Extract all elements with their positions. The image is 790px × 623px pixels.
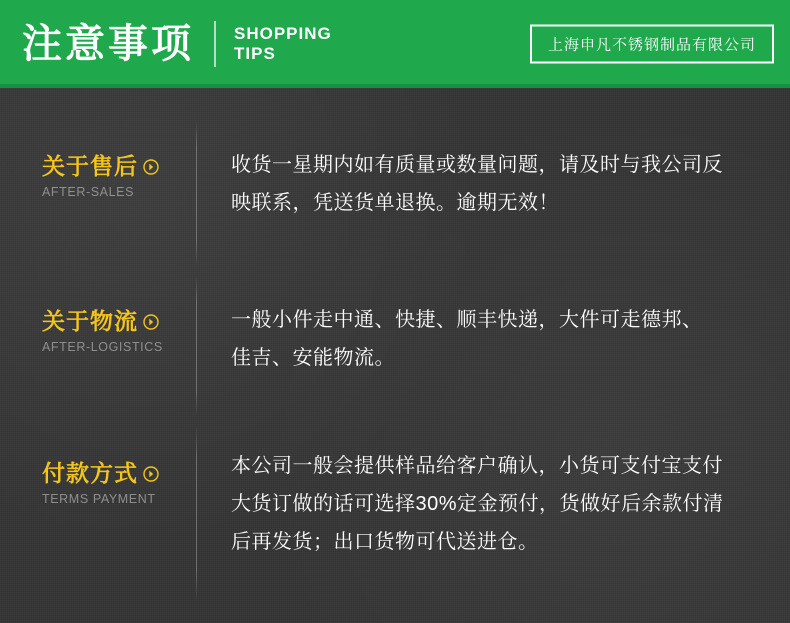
tip-text-line: 大货订做的话可选择30%定金预付，货做好后余款付清 xyxy=(231,493,724,515)
tip-label-cn-text: 付款方式 xyxy=(42,460,138,486)
arrow-right-circle-icon xyxy=(143,159,159,175)
tip-label-cn xyxy=(42,154,196,179)
tip-text-logistics xyxy=(197,271,776,377)
tip-label-logistics xyxy=(14,271,196,354)
header-divider xyxy=(214,21,216,67)
tip-label-cn xyxy=(42,309,196,334)
tip-text-line: 收货一星期内如有质量或数量问题，请及时与我公司反 xyxy=(231,154,723,176)
page-title-english-line2: TIPS xyxy=(234,44,276,63)
tip-label-en: TERMS PAYMENT xyxy=(42,492,156,507)
tip-label-en: AFTER-SALES xyxy=(42,185,135,200)
tip-text-line: 一般小件走中通、快捷、顺丰快递，大件可走德邦、 xyxy=(231,309,703,331)
page-title-english xyxy=(234,24,332,64)
tip-label-cn-text: 关于物流 xyxy=(42,308,138,334)
tips-list xyxy=(14,88,776,623)
tip-label-en: AFTER-LOGISTICS xyxy=(42,340,163,355)
arrow-right-circle-icon xyxy=(143,314,159,330)
tip-text-after-sales xyxy=(197,116,776,222)
tip-label-payment xyxy=(14,421,196,506)
company-name-badge: 上海申凡不锈钢制品有限公司 xyxy=(530,25,774,64)
tip-text-line: 映联系，凭送货单退换。逾期无效！ xyxy=(231,192,559,214)
tip-row-logistics xyxy=(14,271,776,421)
tip-text-line: 后再发货；出口货物可代送进仓。 xyxy=(231,531,539,553)
tip-text-line: 佳吉、安能物流。 xyxy=(231,347,395,369)
arrow-right-circle-icon xyxy=(143,466,159,482)
header-title-group xyxy=(0,0,332,88)
tip-text-payment xyxy=(197,421,776,561)
page-title-english-line1: SHOPPING xyxy=(234,24,332,43)
tip-row-payment xyxy=(14,421,776,606)
tips-body xyxy=(0,88,790,623)
tip-row-after-sales xyxy=(14,116,776,271)
tip-text-line: 本公司一般会提供样品给客户确认，小货可支付宝支付 xyxy=(231,455,723,477)
tip-label-cn xyxy=(42,461,196,486)
tip-label-after-sales xyxy=(14,116,196,199)
tip-label-cn-text: 关于售后 xyxy=(42,153,138,179)
banner-header xyxy=(0,0,790,88)
page-title: 注意事项 xyxy=(22,22,194,66)
